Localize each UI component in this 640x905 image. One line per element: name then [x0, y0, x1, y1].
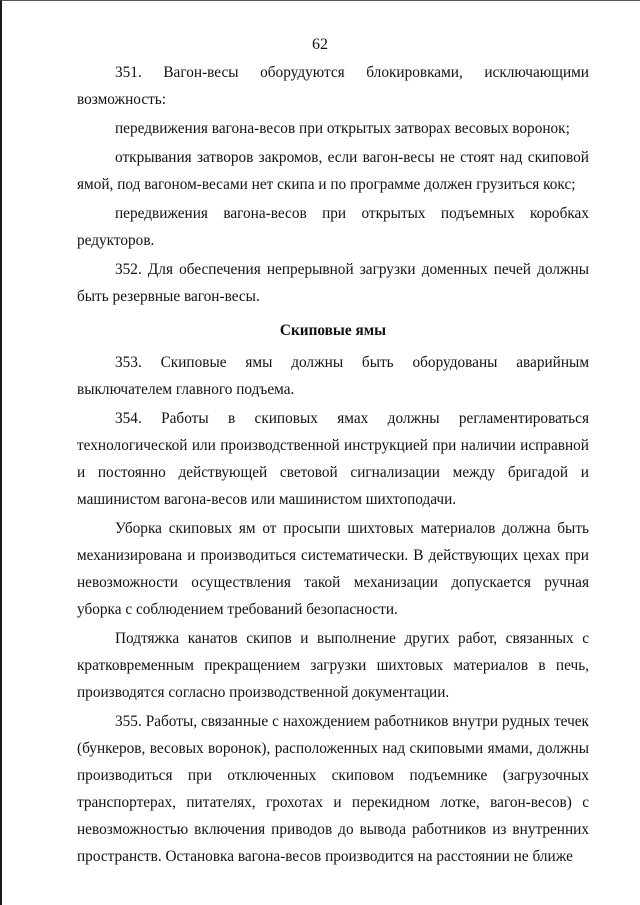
- paragraph-352: 352. Для обеспечения непрерывной загрузки доменных печей должны быть резервные вагон-весы.: [77, 261, 589, 305]
- paragraph-355: 355. Работы, связанные с нахождением работников внутри рудных течек (бункеров, весовых воронок), расположенных над скиповыми ямами, должны производиться при отключенных скиповом подъемнике (загрузочных транспортерах, питателях, грохотах и перекидном лотке, вагон-весов) с невозможностью включения приводов до вывода работников из внутренних пространств. Остановка вагона-весов производится на расстоянии не ближе: [77, 713, 589, 865]
- paragraph-351: 351. Вагон-весы оборудуются блокировками, исключающими возможность:: [77, 64, 589, 108]
- paragraph-351-item-3: передвижения вагона-весов при открытых подъемных коробках редукторов.: [77, 205, 589, 249]
- page-number: 62: [312, 36, 328, 53]
- paragraph-353: 353. Скиповые ямы должны быть оборудованы аварийным выключателем главного подъема.: [77, 354, 589, 398]
- paragraph-354-ropes: Подтяжка канатов скипов и выполнение других работ, связанных с кратковременным прекращением загрузки шихтовых материалов в печь, производятся согласно производственной документации.: [77, 630, 589, 701]
- document-body: [77, 59, 589, 870]
- paragraph-351-item-1: передвижения вагона-весов при открытых затворах весовых воронок;: [115, 120, 570, 137]
- paragraph-351-item-2: открывания затворов закромов, если вагон-весы не стоят над скиповой ямой, под вагоном-весами нет скипа и по программе должен грузиться кокс;: [77, 149, 589, 193]
- section-heading: Скиповые ямы: [279, 322, 387, 339]
- paragraph-354: 354. Работы в скиповых ямах должны регламентироваться технологической или производственной инструкцией при наличии исправной и постоянно действующей световой сигнализации между бригадой и машинистом вагона-весов или машинистом шихтоподачи.: [77, 410, 589, 508]
- paragraph-354-cleaning: Уборка скиповых ям от просыпи шихтовых материалов должна быть механизирована и производиться систематически. В действующих цехах при невозможности осуществления такой механизации допускается ручная уборка с соблюдением требований безопасности.: [77, 520, 589, 618]
